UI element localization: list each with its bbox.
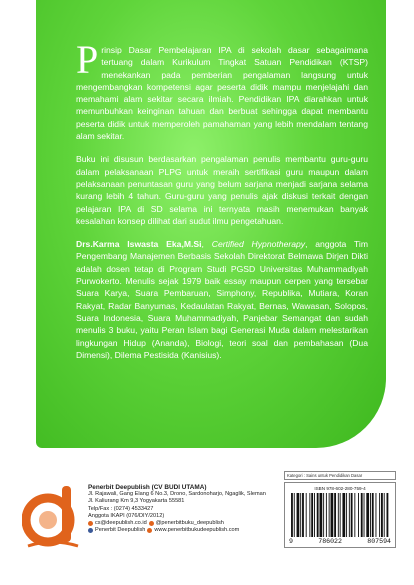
barcode-bar [311, 493, 313, 537]
barcode-bar [309, 493, 310, 537]
barcode-bar [300, 493, 301, 537]
publisher-membership: Anggota IKAPI (076/DIY/2012) [88, 512, 165, 519]
isbn-area [284, 471, 396, 563]
barcode-bar [370, 493, 371, 537]
barcode-bar [297, 493, 300, 537]
barcode-bar [329, 493, 330, 537]
publisher-website[interactable]: www.penerbitbukudeepublish.com [154, 527, 240, 534]
barcode-bar [291, 493, 293, 537]
barcode [289, 493, 391, 537]
barcode-bar [375, 493, 376, 537]
publisher-phone: Telp/Fax : (0274) 4533427 [88, 505, 154, 512]
barcode-bar [319, 493, 322, 537]
contact-row-email [88, 520, 288, 527]
barcode-bar [381, 493, 383, 537]
barcode-bar [354, 493, 355, 537]
author-name: Drs.Karma Iswasta Eka,M.Si [76, 239, 202, 250]
bio-text: , anggota Tim Pengembang Manajemen Berbasis Sekolah Direktorat Belmawa Dirjen Dikti adalah dosen tetap di Program Studi PGSD Universitas Muhammadiyah Purwokerto. Menulis sejak 1979 baik essay maupun cerpen yang tersebar Suara Karya, Suara Pembaruan, Simphony, Republika, Mutiara, Koran Rakyat, Radar Banyumas, Kedaulatan Rakyat, Bernas, Wawasan, Solopos, Suara Indonesia, Suara Muhammadiyah, Panjebar Semangat dan sudah menulis 3 buku, yaitu Peran Islam bagi Generasi Muda dalam melestarikan lingkungan Hidup (Ananda), Biologi, teori soal dan pembahasan (Dua Dimensi), Dilema Pestisida (Kanisius). [76, 239, 368, 360]
publisher-email[interactable]: cs@deepublish.co.id [95, 520, 147, 527]
barcode-bar [314, 493, 315, 537]
barcode-bar [379, 493, 380, 537]
barcode-digit-prefix: 9 [289, 538, 293, 545]
barcode-bar [358, 493, 359, 537]
publisher-address-2: Jl. Kaliurang Km 9,3 Yogyakarta 55581 [88, 498, 185, 505]
barcode-bar [364, 493, 365, 537]
publisher-facebook[interactable]: Penerbit Deepublish [95, 527, 146, 534]
barcode-bar [294, 493, 295, 537]
author-certification: Certified Hypnotherapy [211, 239, 306, 250]
email-icon [88, 521, 93, 526]
drop-cap: P [76, 37, 99, 82]
barcode-bar [317, 493, 319, 537]
barcode-bar [361, 493, 363, 537]
barcode-bar [372, 493, 374, 537]
facebook-icon [88, 528, 93, 533]
barcode-digit-group-2: 807594 [367, 538, 391, 545]
bio-separator: , [201, 239, 212, 250]
globe-icon [147, 528, 152, 533]
back-cover-panel [36, 0, 386, 448]
isbn-label: ISBN 978-602-280-759-4 [314, 486, 366, 491]
barcode-bar [366, 493, 369, 537]
barcode-digit-group-1: 786022 [318, 538, 342, 545]
barcode-bar [349, 493, 350, 537]
publisher-info [88, 484, 288, 534]
barcode-bar [326, 493, 327, 537]
publisher-logo [22, 480, 82, 552]
author-bio [76, 238, 368, 361]
contact-row-web [88, 527, 288, 534]
intro-text: rinsip Dasar Pembelajaran IPA di sekolah dasar sebagaimana tertuang dalam Kurikulum Tingkat Satuan Pendidikan (KTSP) menekankan pada pemberian pengalaman langsung untuk mengembangkan kompetensi agar peserta didik mampu menjelajahi dan memahami alam sekitar secara ilmiah. Pendidikan IPA diarahkan untuk memunbuhkan keinginan tahuan dan berbuat sehingga dapat membantu peserta didik untuk memperoleh pamahaman yang lebih mendalam tentang alam sekitar. [76, 45, 368, 142]
barcode-bar [331, 493, 334, 537]
barcode-bar [342, 493, 345, 537]
description-paragraph: Buku ini disusun berdasarkan pengalaman penulis membantu guru-guru dalam pelaksanaan PLPG untuk meraih sertifikasi guru maupun dalam pelaksanaan penuntasan guru yang belum sarjana menjadi sarjana selama kurang lebih 4 tahun. Guru-guru yang penulis ajak diskusi terkait dengan pelajaran IPA di SD selama ini ternyata masih menemukan banyak kesalahan konsep dilihat dari sudut ilmu pengetahuan. [76, 154, 368, 226]
publisher-address-1: Jl. Rajawali, Gang Elang 6 No.3, Drono, Sardonoharjo, Ngaglik, Sleman [88, 491, 266, 498]
barcode-bar [323, 493, 324, 537]
barcode-bar [302, 493, 304, 537]
category-label: Kategori : Sains untuk Pendidikan Dasar [284, 471, 396, 480]
barcode-bar [338, 493, 339, 537]
social-icon [149, 521, 154, 526]
publisher-social-handle[interactable]: @penerbitbuku_deepublish [155, 520, 224, 527]
barcode-bar [387, 493, 389, 537]
publisher-name: Penerbit Deepublish (CV BUDI UTAMA) [88, 484, 207, 491]
barcode-bar [351, 493, 353, 537]
barcode-bar [306, 493, 307, 537]
isbn-box [284, 482, 396, 548]
barcode-digits [289, 538, 391, 545]
intro-paragraph [76, 37, 368, 142]
barcode-bar [340, 493, 341, 537]
barcode-bar [334, 493, 336, 537]
barcode-bar [346, 493, 347, 537]
barcode-bar [384, 493, 385, 537]
